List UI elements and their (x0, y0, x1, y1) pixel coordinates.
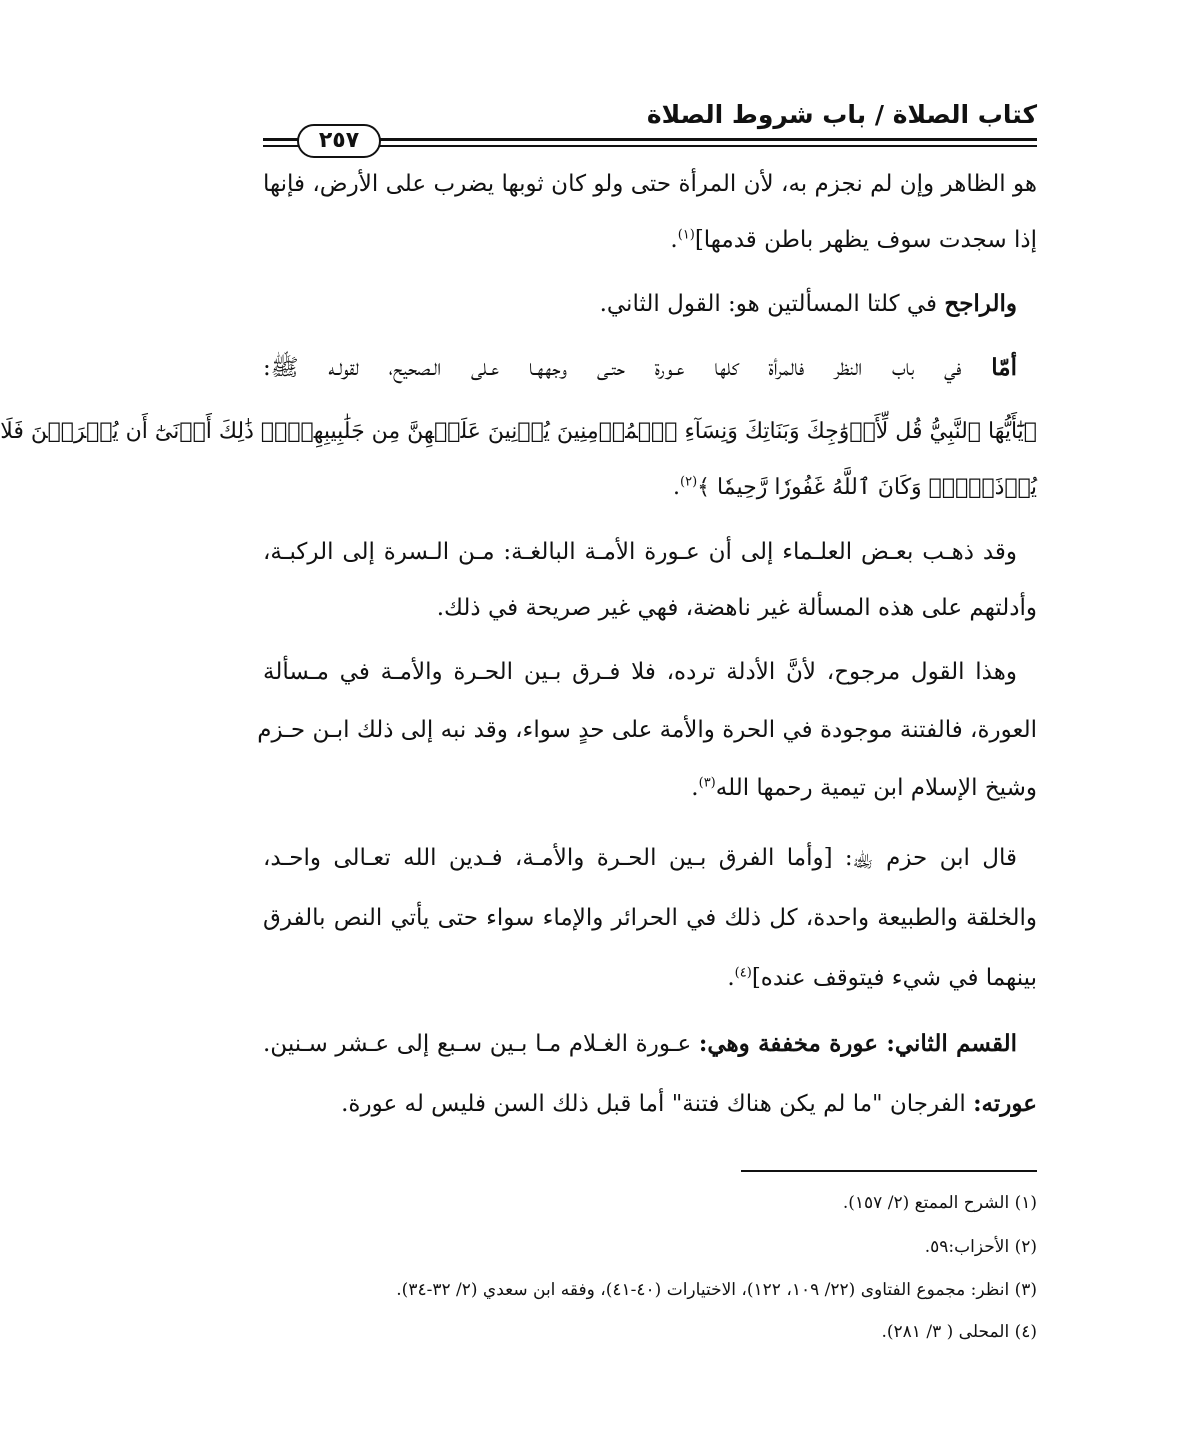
text-line-13: والخلقة والطبيعة واحدة، كل ذلك في الحرائر والإماء سواء حتى يأتي النص بالفرق (263, 905, 1037, 931)
text-line-16: عورته: الفرجان "ما لم يكن هناك فتنة" أما قبل ذلك السن فليس له عورة. (341, 1090, 1037, 1117)
text-line-7: وقد ذهـب بعـض العلـماء إلى أن عـورة الأمـة البالغـة: مـن الـسرة إلى الركبـة، (263, 539, 1017, 565)
page-number: ٢٥٧ (297, 124, 381, 158)
footnote-2: (٢) الأحزاب:٥٩. (924, 1237, 1037, 1257)
footnote-ref-1: (١) (677, 227, 695, 243)
footnote-ref-4: (٤) (734, 965, 752, 981)
text-line-14: بينهما في شيء فيتوقف عنده]$^{(٤)}$. (727, 965, 1037, 991)
text-line-11: وشيخ الإسلام ابن تيمية رحمها الله$^{(٣)}$. (691, 775, 1037, 801)
footnote-rule (741, 1170, 1037, 1172)
text-line-3: والراجح في كلتا المسألتين هو: القول الثاني. (599, 290, 1017, 317)
footnote-4: (٤) المحلى ( ٣/ ٢٨١). (881, 1322, 1037, 1342)
text-line-1: هو الظاهر وإن لم نجزم به، لأن المرأة حتى ولو كان ثوبها يضرب على الأرض، فإنها (263, 171, 1037, 197)
footnote-ref-3: (٣) (698, 775, 716, 791)
quran-verse-line-2: يُؤۡذَيۡنَۗ وَكَانَ ٱللَّهُ غَفُورٗا رَّحِيمٗا ﴾$^{(٢)}$. (673, 474, 1037, 500)
text-line-2: إذا سجدت سوف يظهر باطن قدمها]$^{(١)}$. (670, 227, 1037, 253)
text-line-15: القسم الثاني: عورة مخففة وهي: عـورة الغـلام مـا بـين سـبع إلى عـشر سـنين. (263, 1030, 1017, 1057)
footnote-1: (١) الشرح الممتع (٢/ ١٥٧). (842, 1193, 1037, 1213)
footnote-ref-2: (٢) (680, 474, 698, 490)
quran-verse-line-1: ﴿يَٰٓأَيُّهَا ٱلنَّبِيُّ قُل لِّأَزۡوَٰجِكَ وَبَنَاتِكَ وَنِسَآءِ ٱلۡمُؤۡمِنِينَ يُدۡنِينَ عَلَيۡهِنَّ مِن جَلَٰبِيبِهِنَّۚ ذَٰلِكَ أَدۡنَىٰٓ أَن يُعۡرَفۡنَ فَلَا (0, 419, 1037, 444)
text-line-9: وهذا القول مرجوح، لأنَّ الأدلة ترده، فلا فـرق بـين الحـرة والأمـة في مـسألة (263, 659, 1017, 685)
text-line-12: قال ابن حزم ﵀: [وأما الفرق بـين الحـرة والأمـة، فـدين الله تعـالى واحـد، (263, 845, 1017, 871)
text-line-8: وأدلتهم على هذه المسألة غير ناهضة، فهي غير صريحة في ذلك. (436, 595, 1037, 621)
running-header: كتاب الصلاة / باب شروط الصلاة (646, 100, 1037, 129)
text-line-4: أمّا في باب النظر فالمرأة كلها عـورة حتـى وجههـا عـلى الـصحيح، لقولـه ﷺ: (263, 354, 1017, 381)
footnote-3: (٣) انظر: مجموع الفتاوى (٢٢/ ١٠٩، ١٢٢)، الاختيارات (٤٠-٤١)، وفقه ابن سعدي (٢/ ٣٢-٣٤). (396, 1280, 1037, 1300)
text-line-10: العورة، فالفتنة موجودة في الحرة والأمة على حدٍ سواء، وقد نبه إلى ذلك ابـن حـزم (257, 717, 1037, 743)
